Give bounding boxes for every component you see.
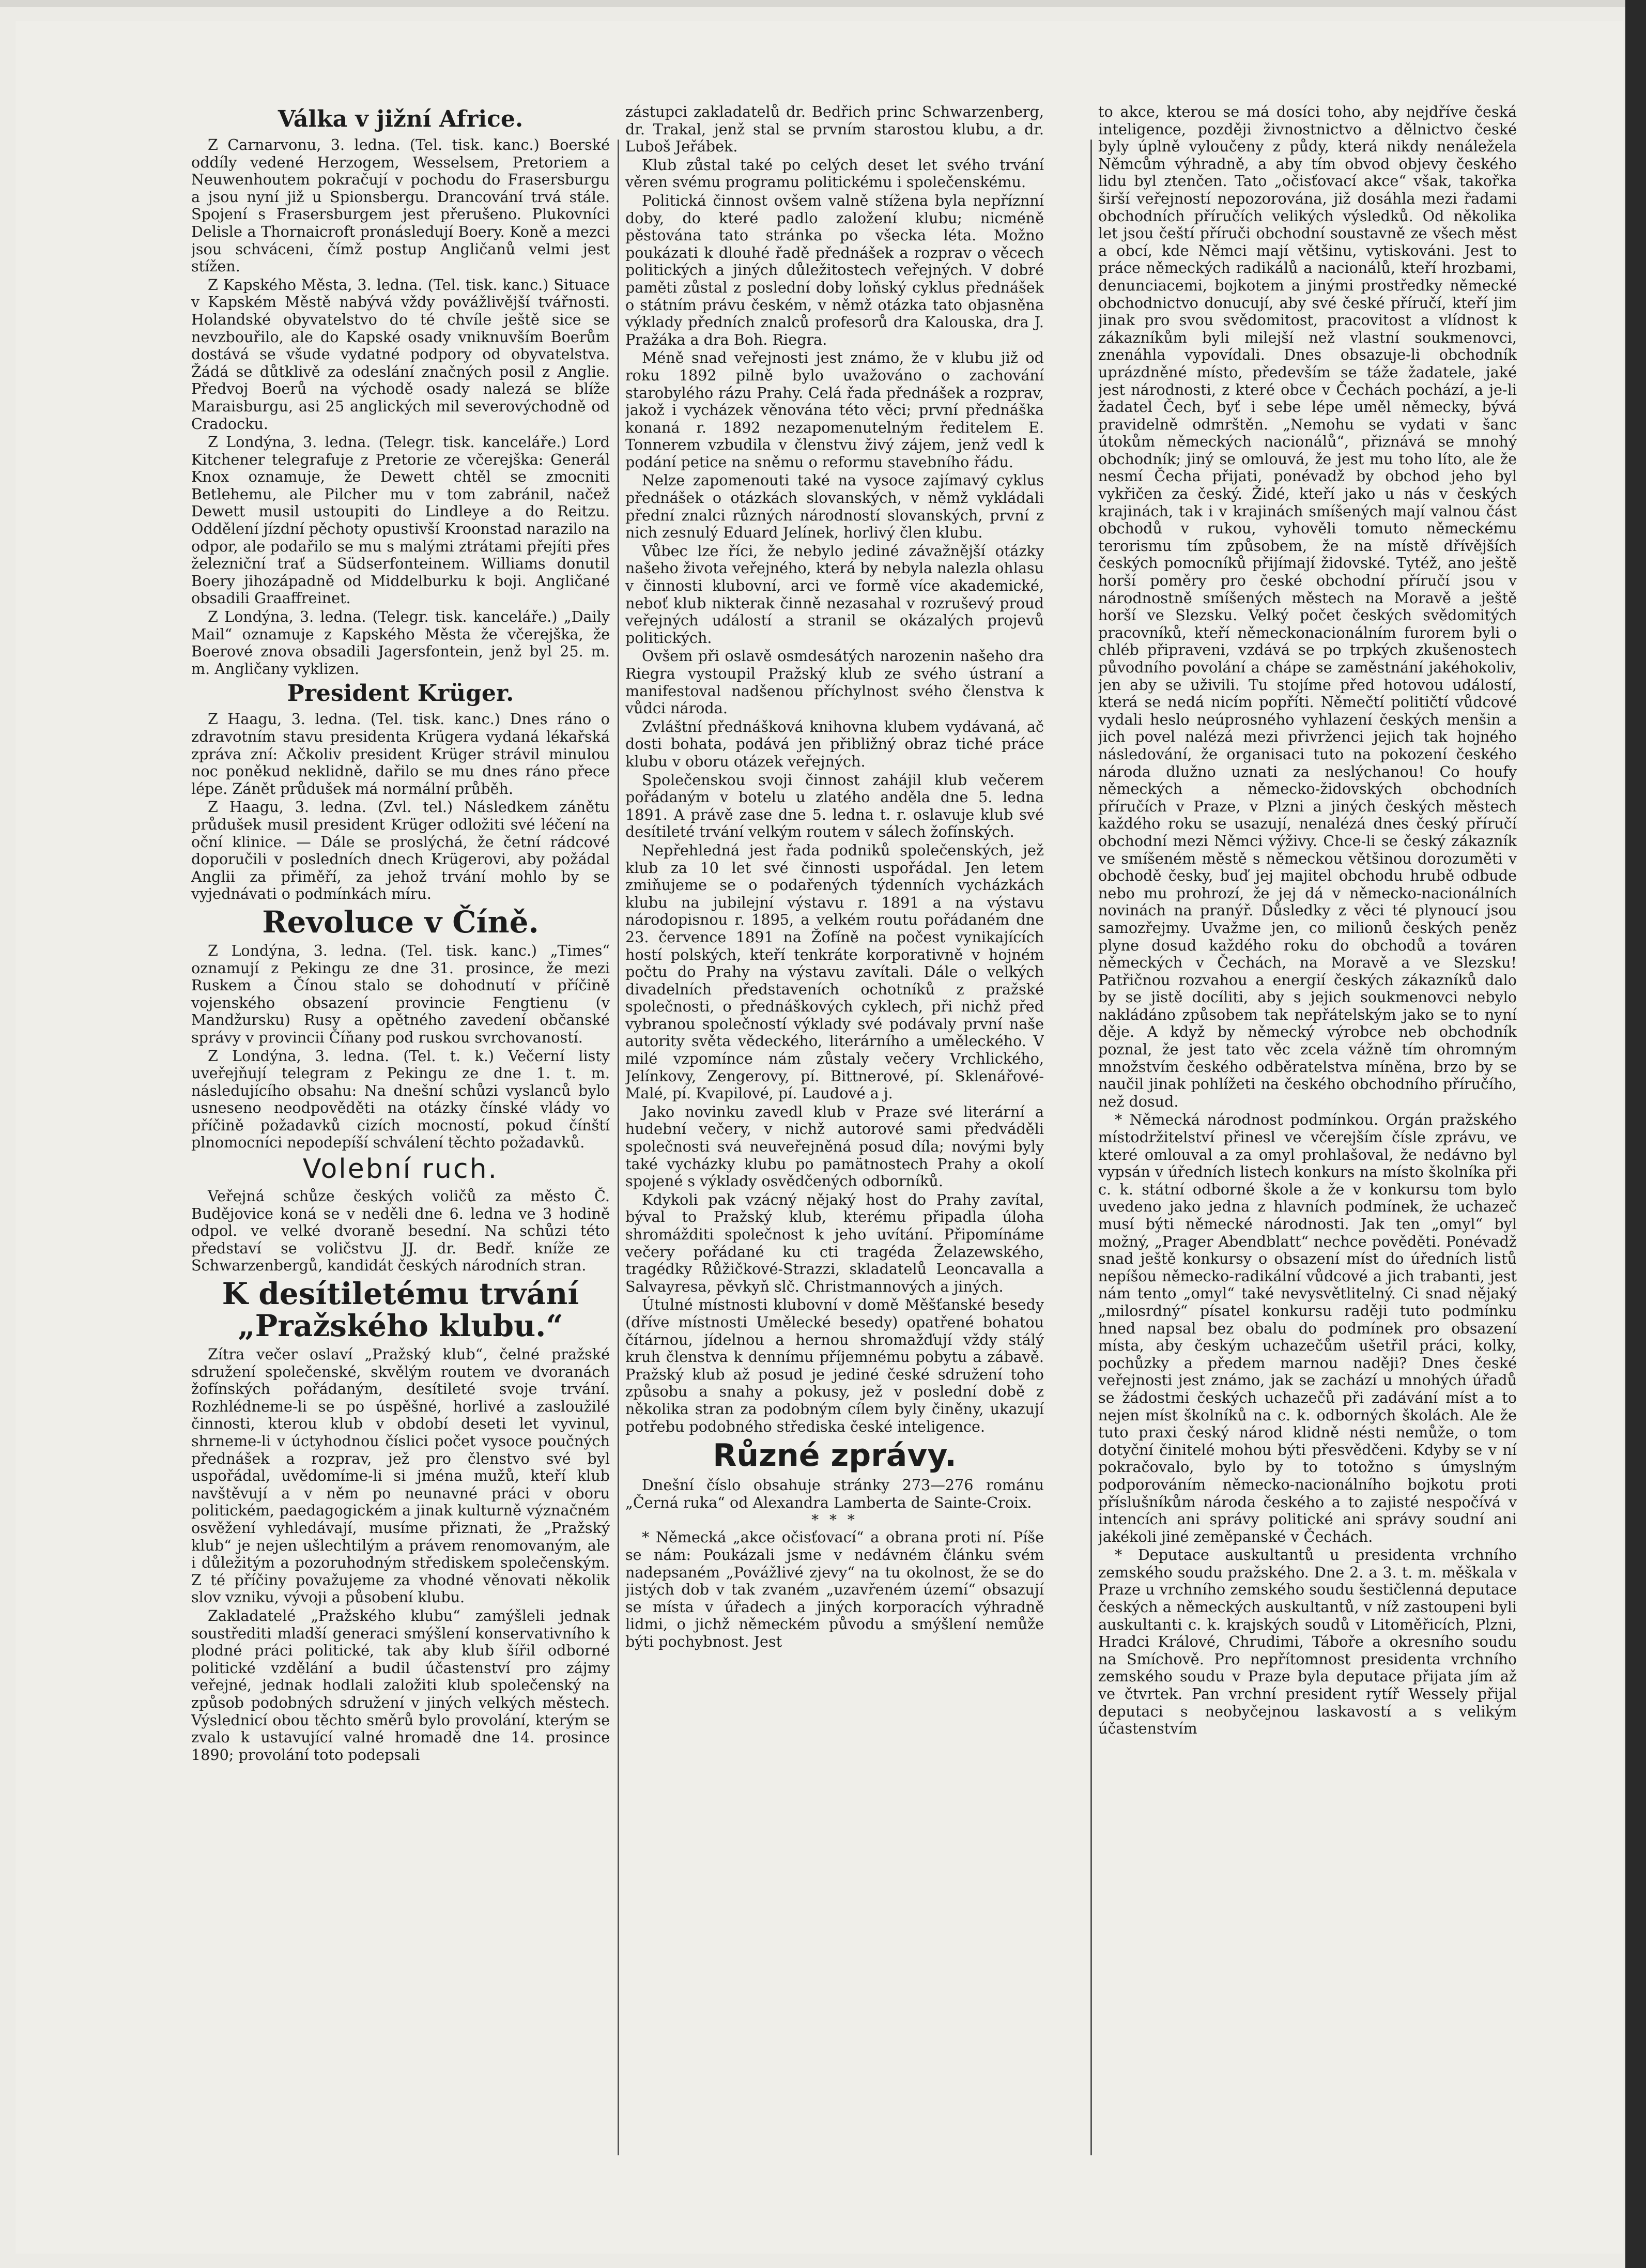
article-paragraph: Kdykoli pak vzácný nějaký host do Prahy zavítal, býval to Pražský klub, kterému připadla úloha shromážditi společnost k jeho uvítání. Připomínáme večery pořádané ku cti tragéda Želazewského, tragédky Růžičkové-Strazzi, skladatelů Leoncavalla a Salvayresa, pěvkyň slč. Christmannových a jiných. xyxy=(625,1190,1044,1295)
headline-various-news: Různé zprávy. xyxy=(713,1437,957,1474)
column-3 xyxy=(1098,103,1517,2181)
headline-war-south-africa: Válka v jižní Africe. xyxy=(278,106,524,132)
article-paragraph: Společenskou svoji činnost zahájil klub večerem pořádaným v botelu u zlatého anděla dne 5. ledna 1891. A právě zase dne 5. ledna t. r. oslavuje klub své desítileté trvání velkým routem v sálech žofínských. xyxy=(625,771,1044,841)
column-divider xyxy=(618,140,619,2155)
column-2 xyxy=(625,103,1044,2181)
separator-stars: * * * xyxy=(811,1511,858,1529)
article-paragraph: * Německá národnost podmínkou. Orgán pražského místodržitelství přinesl ve včerejším čísle zprávu, ve které omlouval a za omyl prohlašoval, že nedávno byl vypsán v úředních listech konkurs na místo školníka při c. k. státní odborné škole a že v konkursu tom bylo uvedeno jako jedna z hlavních podmínek, že uchazeč musí býti německé národnosti. Jak ten „omyl“ byl možný, „Prager Abendblatt“ nechce pověděti. Ponévadž snad ještě konkursy o obsazení míst do úředních listů nepíšou německo-radikální vůdcové a jich trabanti, jest nám tento „omyl“ také nevysvětlitelný. Ci snad nějaký „milosrdný“ písatel konkursu raději tuto podmínku hned napsal bez obalu do podmínek pro obsazení místa, aby českým uchazečům ušetřil práci, kolky, pochůzky a předem marnou naději? Dnes české veřejnosti jest známo, jak se zachází u mnohých úřadů se žádostmi českých uchazečů při zadávání míst a to nejen míst školníků na c. k. odborných školách. Ale že tuto praxi český národ klidně nésti nemůže, o tom dotyční činitelé mohou býti přesvědčeni. Kdyby se v ní pokračovalo, bylo by to totožno s úmyslným podporováním německo-nacionálního bojkotu proti příslušníkům národa českého a to zajisté nespočívá v intencích ani správy politické ani správy soudní ani jakékoli jiné zeměpanské v Čechách. xyxy=(1098,1111,1517,1545)
headline-revolution-china: Revoluce v Číně. xyxy=(262,904,539,940)
article-paragraph: Z Haagu, 3. ledna. (Tel. tisk. kanc.) Dnes ráno o zdravotním stavu presidenta Krügera vydaná lékařská zpráva zní: Ačkoliv president Krüger strávil minulou noc poněkud neklidně, dařilo se mu dnes ráno přece lépe. Zánět průdušek má normální průběh. xyxy=(191,710,610,798)
column-1 xyxy=(191,103,610,2181)
article-paragraph: Nepřehledná jest řada podniků společenských, jež klub za 10 let své činnosti uspořádal. Jen letem zmiňujeme se o podařených týdenních vycházkách klubu na jubilejní výstavu r. 1891 a na výstavu národopisnou r. 1895, a velkém routu pořádaném dne 23. července 1891 na Žofíně na počest vynikajících hostí polských, kteří tenkráte korporativně v hojném počtu do Prahy na výstavu zavítali. Dále o velkých divadelních představeních ochotníků z pražské společnosti, o přednáškových cyklech, při nichž před vybranou společností výklady své podávaly první naše autority světa vědeckého, literárního a uměleckého. V milé vzpomínce nám zůstaly večery Vrchlického, Jelínkovy, Zengerovy, pí. Bittnerové, pí. Sklenářové-Malé, pí. Kvapilové, pí. Laudové a j. xyxy=(625,841,1044,1102)
article-paragraph: Útulné místnosti klubovní v domě Měšťanské besedy (dříve místnosti Umělecké besedy) opatřené bohatou čítárnou, jídelnou a hernou shromažďují vždy stálý kruh členstva k dennímu příjemnému pobytu a zábavě. Pražský klub až posud je jediné české sdružení toho způsobu a snahy a pokusy, jež v poslední době z několika stran za podobným cílem byly činěny, ukazují potřebu podobného střediska české inteligence. xyxy=(625,1296,1044,1435)
article-paragraph: Vůbec lze říci, že nebylo jediné závažnější otázky našeho života veřejného, která by nebyla nalezla ohlasu v činnosti klubovní, arci ve formě více akademické, neboť klub nikterak činně nezasahal v rozruševý proud veřejných událostí a stranil se okázalých projevů politických. xyxy=(625,542,1044,647)
article-paragraph: Z Londýna, 3. ledna. (Telegr. tisk. kanceláře.) Lord Kitchener telegrafuje z Pretorie ze včerejška: Generál Knox oznamuje, že Dewett chtěl se zmocniti Betlehemu, ale Pilcher mu v tom zabránil, načež Dewett musil ustoupiti do Lindleye a do Reitzu. Oddělení jízdní pěchoty opustivší Kroonstad narazilo na odpor, ale podařilo se mu s malými ztrátami přejíti přes železniční trať a Südserfonteinem. Williams donutil Boery jihozápadně od Middelburku k boji. Angličané obsadili Graaffreinet. xyxy=(191,433,610,607)
article-paragraph: Zakladatelé „Pražského klubu“ zamýšleli jednak soustřediti mladší generaci smýšlení konservativního k plodné práci politické, tak aby klub šířil odborné politické vzdělání a budil účastenství pro zájmy veřejné, jednak hodlali založiti klub společenský na způsob podobných sdružení v jiných velkých městech. Výslednicí obou těchto směrů bylo provolání, kterým se zvalo k ustavující valné hromadě dne 14. prosince 1890; provolání toto podepsali xyxy=(191,1606,610,1764)
article-paragraph: Z Londýna, 3. ledna. (Tel. tisk. kanc.) „Times“ oznamují z Pekingu ze dne 31. prosince, že mezi Ruskem a Čínou stalo se dohodnutí v příčině vojenského obsazení provincie Fengtienu (v Mandžursku) Rusy a opětného zavedení občanské správy v provincii Číňany pod ruskou svrchovaností. xyxy=(191,941,610,1046)
article-paragraph: Zítra večer oslaví „Pražský klub“, čelné pražské sdružení společenské, skvělým routem ve dvoranách žofínských pořádaným, desítileté svoje trvání. Rozhlédneme-li se po úspěšné, horlivé a zasloužilé činnosti, kterou klub v období deseti let vyvinul, shrneme-li v úctyhodnou číslici počet vysoce poučných přednášek a rozprav, jež pro členstvo své byl uspořádal, uvědomíme-li si jména mužů, kteří klub navštěvují a v něm po neunavné práci v oboru politickém, paedagogickém a jinak kulturně význačném osvěžení vyhledávají, musíme přiznati, že „Pražský klub“ je nejen ušlechtilým a právem renomovaným, ale i důležitým a pozoruhodným střediskem společenským. Z té příčiny považujeme za vhodné věnovati několik slov vzniku, vývoji a působení klubu. xyxy=(191,1345,610,1606)
article-paragraph: Veřejná schůze českých voličů za město Č. Budějovice koná se v neděli dne 6. ledna ve 3 hodině odpol. ve velké dvoraně besední. Na schůzi této představí se voličstvu JJ. dr. Bedř. kníže ze Schwarzenbergů, kandidát českých národních stran. xyxy=(191,1187,610,1275)
article-paragraph: Zvláštní přednášková knihovna klubem vydávaná, ač dosti bohata, podává jen přibližný obraz tiché práce klubu v oboru otázek veřejných. xyxy=(625,717,1044,770)
article-paragraph: * Německá „akce očisťovací“ a obrana proti ní. Píše se nám: Poukázali jsme v nedávném článku svém nadepsaném „Povážlivé zjevy“ na tu okolnost, že se do jistých dob v tak zvaném „uzavřeném území“ obsazují se místa v úřadech a jiných korporacích výhradně lidmi, o jichž německém původu a smýšlení nemůže býti pochybnost. Jest xyxy=(625,1528,1044,1650)
column-divider xyxy=(1090,140,1092,2155)
article-paragraph: Z Carnarvonu, 3. ledna. (Tel. tisk. kanc.) Boerské oddíly vedené Herzogem, Wesselsem, Pretoriem a Neuwenhoutem pokračují v pochodu do Frasersburgu a jsou nyní již u Spionsbergu. Drancování trvá stále. Spojení s Frasersburgem jest přerušeno. Plukovníci Delisle a Thornaicroft pronásledují Boery. Koně a mezci jsou schváceni, čímž postup Angličanů velmi jest stížen. xyxy=(191,136,610,275)
article-paragraph: Ovšem při oslavě osmdesátých narozenin našeho dra Riegra vystoupil Pražský klub ze svého ústraní a manifestoval nadšenou příchylnost svého členstva k vůdci národa. xyxy=(625,647,1044,717)
article-paragraph: Klub zůstal také po celých deset let svého trvání věren svému programu politickému i společenskému. xyxy=(625,156,1044,191)
article-paragraph: Politická činnost ovšem valně stížena byla nepříznní doby, do které padlo založení klubu; nicméně pěstována tato stránka po všecka léta. Možno poukázati k dlouhé řadě přednášek a rozprav o věcech politických a jiných důležitostech veřejných. V dobré paměti zůstal z poslední doby loňský cyklus přednášek o státním právu českém, v němž otázka tato objasněna výklady předních znalců profesorů dra Kalouska, dra J. Pražáka a dra Boh. Riegra. xyxy=(625,191,1044,348)
article-paragraph: Z Haagu, 3. ledna. (Zvl. tel.) Následkem zánětu průdušek musil president Krüger odložiti své léčení na oční klinice. — Dále se proslýchá, že četní rádcové doporučili v posledních dnech Krügerovi, aby požádal Anglii za přiměří, za jehož trvání mohlo by se vyjednávati o podmínkách míru. xyxy=(191,798,610,903)
headline-prague-club-anniversary: K desítiletému trvání „Pražského klubu.“ xyxy=(222,1276,579,1344)
article-paragraph: * Deputace auskultantů u presidenta vrchního zemského soudu pražského. Dne 2. a 3. t. m. měškala v Praze u vrchního zemského soudu šestičlenná deputace českých a německých auskultantů, v níž zastoupeni byli auskultanti c. k. krajských soudů v Litoměřicích, Plzni, Hradci Králové, Chrudimi, Táboře a okresního soudu na Smíchově. Pro nepřítomnost presidenta vrchního zemského soudu v Praze byla deputace přijata jím až ve čtvrtek. Pan vrchní president rytíř Wessely přijal deputaci s neobyčejnou laskavostí a s velikým účastenstvím xyxy=(1098,1546,1517,1738)
article-paragraph: zástupci zakladatelů dr. Bedřich princ Schwarzenberg, dr. Trakal, jenž stal se prvním starostou klubu, a dr. Luboš Jeřábek. xyxy=(625,103,1044,156)
headline-president-kruger: President Krüger. xyxy=(287,680,514,707)
page-right-edge xyxy=(1625,0,1646,2268)
article-paragraph: Z Londýna, 3. ledna. (Tel. t. k.) Večerní listy uveřejňují telegram z Pekingu ze dne 1. t. m. následujícího obsahu: Na dnešní schůzi vyslanců bylo usneseno neodpověděti na otázky čínské vlády vo příčině požadavků cizích mocností, pokud čínští plnomocníci nepodepíší schválení těchto požadavků. xyxy=(191,1047,610,1152)
article-paragraph: Méně snad veřejnosti jest známo, že v klubu již od roku 1892 pilně bylo uvažováno o zachování starobylého rázu Prahy. Celá řada přednášek a rozprav, jakož i vycházek věnována této věci; první přednáška konaná r. 1892 nezapomenutelným ředitelem E. Tonnerem vzbudila v členstvu živý zájem, jenž vedl k podání petice na sněmu o reformu stavebního řádu. xyxy=(625,349,1044,471)
article-paragraph: to akce, kterou se má dosíci toho, aby nejdříve česká inteligence, později živnostnictvo a dělnictvo české byly úplně vyloučeny z půdy, která nikdy nenáležela Němcům výhradně, a aby tím obvod objevy českého lidu byl ztenčen. Tato „očisťovací akce“ však, takořka širší veřejností nepozorována, již dosáhla mezi řadami obchodních příručích velikých výsledků. Od několika let jsou čeští příruči obchodní soustavně ze všech měst a obcí, kde Němci mají většinu, vytiskováni. Jest to práce německých radikálů a nacionálů, kteří hrozbami, denunciacemi, bojkotem a jinými prostředky německé obchodnictvo donucují, aby své české příručí, kteří jim jinak pro svou svědomitost, pracovitost a vlídnost k zákazníkům byli milejší než vlastní soukmenovci, znenáhla vypovídali. Dnes obsazuje-li obchodník uprázdněné místo, především se táže žadatele, jaké jest národnosti, z které obce v Čechách pochází, a je-li žadatel Čech, byť i sebe lépe uměl německy, bývá pravidelně odmrštěn. „Nemohu se vydati v šanc útokům německých nacionálů“, přiznává se mnohý obchodník; jiný se omlouvá, že jest mu toho líto, ale že nesmí Čecha přijati, ponévadž by obchod jeho byl vykřičen za český. Židé, kteří jako u nás v českých krajinách, tak i v krajinách smíšených mají valnou část obchodů v rukou, vyhověli tomuto německému terorismu tím způsobem, že na místě dřívějších českých pomocníků přijímají židovské. Tytéž, ano ještě horší poměry pro české obchodní příručí jsou v národnostně smíšených městech na Moravě a ještě horší ve Slezsku. Velký počet českých svědomitých pracovníků, kteří německonacionálním furorem byli o chléb připraveni, vzdává se po trpkých zkušenostech původního povolání a chápe se zaměstnání jakéhokoliv, jen aby se uživili. Tu stojíme před hotovou událostí, která se nedá nicím popříti. Němečtí političtí vůdcové vydali heslo neúprosného vyhlazení českých menšin a jich povel nalézá mezi přivrženci jejich tak hojného následování, že organisaci tuto na pokození českého národa dlužno uznati za neslýchanou! Co houfy německých a německo-židovských obchodních příručích v Praze, v Plzni a jiných českých městech každého roku se usazují, nenalézá dnes český příručí obchodní mezi Němci výživy. Chce-li se český zákazník ve smíšeném městě s německou většinou dorozuměti v obchodě česky, buď jej majitel obchodu hrubě odbude nebo mu prohrozí, že jej dá v německo-nacionálních novinách na pranýř. Důsledky z věci té plynoucí jsou samozřejmy. Uvažme jen, co milionů českých peněz plyne dosud každého roku do obchodů a továren německých v Čechách, na Moravě a ve Slezsku! Patřičnou rozvahou a energií českých zákazníků dalo by se jistě docíliti, aby s jejich soukmenovci nebylo nakládáno způsobem tak nepřátelským jako se to nyní děje. A když by německý výrobce neb obchodník poznal, že jest tato věc zcela vážně tím ohromným množstvím českého odběratelstva míněna, brzo by se naučil jinak pohlížeti na českého obchodního příručího, než dosud. xyxy=(1098,103,1517,1110)
article-paragraph: Jako novinku zavedl klub v Praze své literární a hudební večery, v nichž autorové sami předváděli společnosti svá neuveřejněná posud díla; novými byly také vycházky klubu po pamätnostech Prahy a okolí spojené s výklady osvědčených odborníků. xyxy=(625,1102,1044,1190)
page-top-edge xyxy=(0,0,1646,7)
headline-election: Volební ruch. xyxy=(302,1154,499,1185)
article-paragraph: Nelze zapomenouti také na vysoce zajímavý cyklus přednášek o otázkách slovanských, v němž vykládali přední znalci různých národností slovanských, první z nich zesnulý Eduard Jelínek, horlivý člen klubu. xyxy=(625,471,1044,542)
article-paragraph: Z Londýna, 3. ledna. (Telegr. tisk. kanceláře.) „Daily Mail“ oznamuje z Kapského Města že včerejška, že Boerové znova obsadili Jagersfontein, jenž byl 25. m. m. Angličany vyklizen. xyxy=(191,608,610,678)
article-paragraph: Dnešní číslo obsahuje stránky 273—276 románu „Černá ruka“ od Alexandra Lamberta de Sainte-Croix. xyxy=(625,1476,1044,1511)
article-paragraph: Z Kapského Města, 3. ledna. (Tel. tisk. kanc.) Situace v Kapském Městě nabývá vždy povážlivější tvářnosti. Holandské obyvatelstvo do té chvíle ještě sice se nevzbouřilo, ale do Kapské osady vniknuvším Boerům dostává se všude vydatné podpory od obyvatelstva. Žádá se důtklivě za odeslání značných posil z Anglie. Předvoj Boerů na východě osady nalezá se blíže Maraisburgu, asi 25 anglických mil severovýchodně od Cradocku. xyxy=(191,275,610,433)
newspaper-page xyxy=(16,21,1623,2254)
